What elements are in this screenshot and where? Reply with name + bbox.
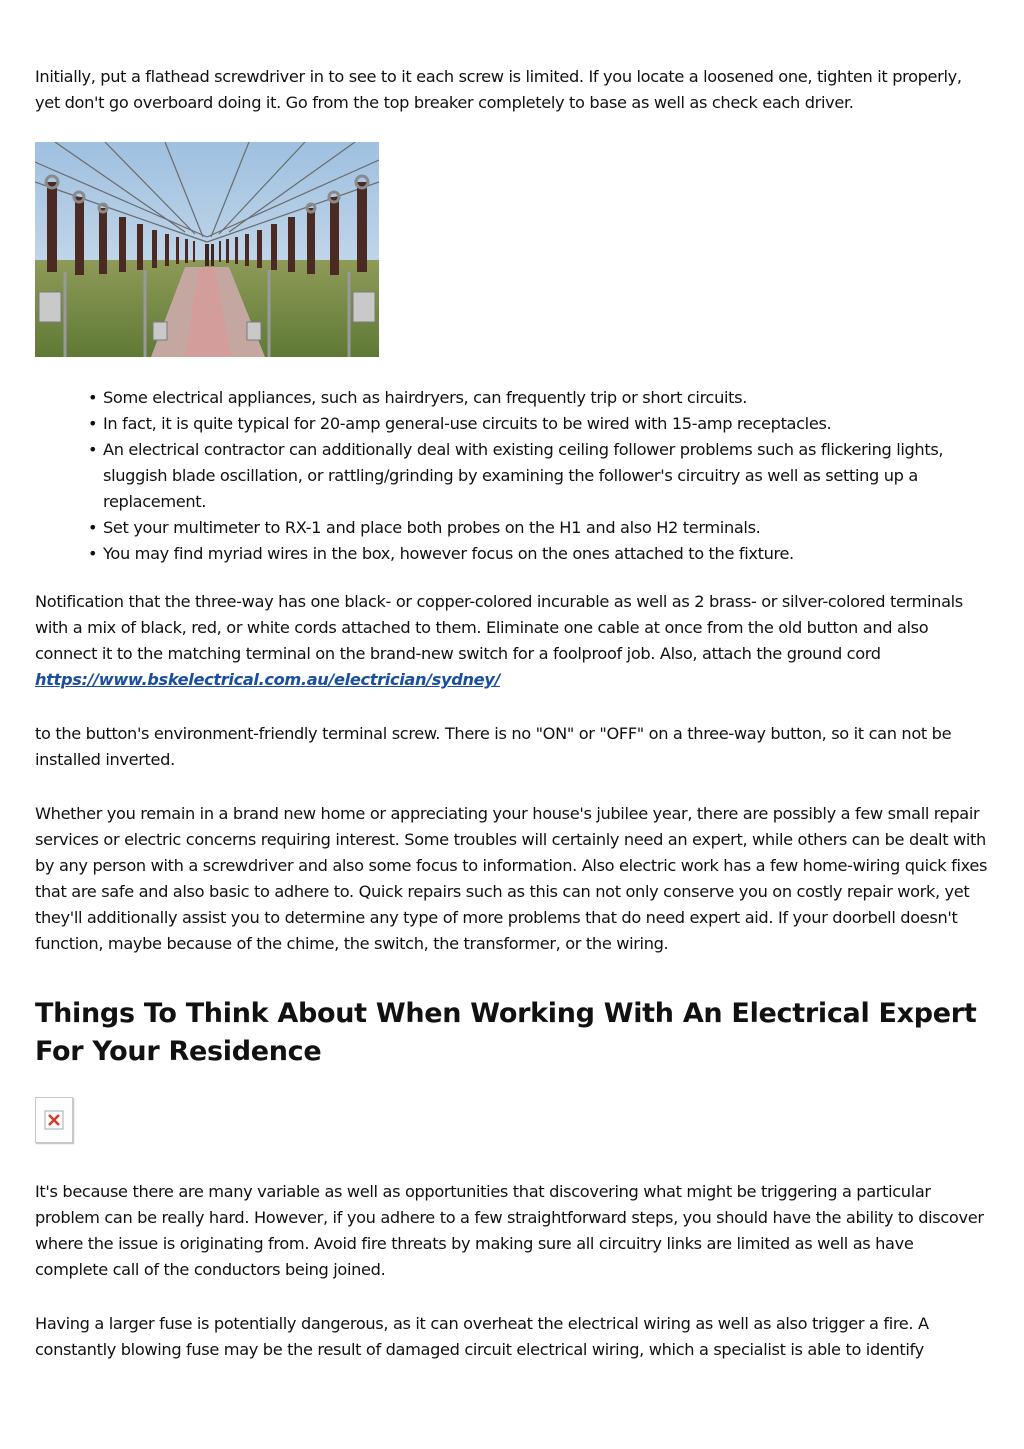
paragraph-home-repairs: Whether you remain in a brand new home or appreciating your house's jubilee year, there are possibly a few small repair services or electric concerns requiring interest. Some troubles will certainly need an expert, while others can be dealt with by any person with a screwdriver and also some focus to information. Also electric work has a few home-wiring quick fixes that are safe and also basic to adhere to. Quick repairs such as this can not only conserve you on costly repair work, yet they'll additionally assist you to determine any type of more problems that do need expert aid. If your doorbell doesn't function, maybe because of the chime, the switch, the transformer, or the wiring. [35,804,988,953]
broken-image-icon [35,1097,73,1143]
tips-list [35,385,990,567]
list-item: • You may find myriad wires in the box, however focus on the ones attached to the fixture. [103,541,990,567]
paragraph-troubleshoot: It's because there are many variable as well as opportunities that discovering what might be triggering a particular problem can be really hard. However, if you adhere to a few straightforward steps, you should have the ability to discover where the issue is originating from. Avoid fire threats by making sure all circuitry links are limited as well as have complete call of the conductors being joined. [35,1182,984,1279]
list-item: • Set your multimeter to RX-1 and place both probes on the H1 and also H2 terminals. [103,515,990,541]
paragraph-three-way-text: Notification that the three-way has one black- or copper-colored incurable as well as 2 brass- or silver-colored terminals with a mix of black, red, or white cords attached to them. Eliminate one cable at once from the old button and also connect it to the matching terminal on the brand-new switch for a foolproof job. Also, attach the ground cord [35,592,963,663]
list-item: • In fact, it is quite typical for 20-amp general-use circuits to be wired with 15-amp receptacles. [103,411,990,437]
list-item: • Some electrical appliances, such as hairdryers, can frequently trip or short circuits. [103,385,990,411]
section-heading: Things To Think About When Working With An Electrical Expert For Your Residence [35,998,977,1067]
article-content [35,64,990,1363]
paragraph-terminal-screw: to the button's environment-friendly terminal screw. There is no "ON" or "OFF" on a three-way button, so it can not be installed inverted. [35,724,952,769]
paragraph-fuse: Having a larger fuse is potentially dangerous, as it can overheat the electrical wiring as well as also trigger a fire. A constantly blowing fuse may be the result of damaged circuit electrical wiring, which a specialist is able to identify [35,1314,929,1359]
electrician-link[interactable]: https://www.bskelectrical.com.au/electrician/sydney/ [35,670,501,689]
paragraph-three-way [35,589,990,693]
substation-photo [35,142,379,357]
list-item: • An electrical contractor can additionally deal with existing ceiling follower problems such as flickering lights, sluggish blade oscillation, or rattling/grinding by examining the follower's circuitry as well as setting up a replacement. [103,437,990,515]
paragraph-intro: Initially, put a flathead screwdriver in to see to it each screw is limited. If you locate a loosened one, tighten it properly, yet don't go overboard doing it. Go from the top breaker completely to base as well as check each driver. [35,67,962,112]
